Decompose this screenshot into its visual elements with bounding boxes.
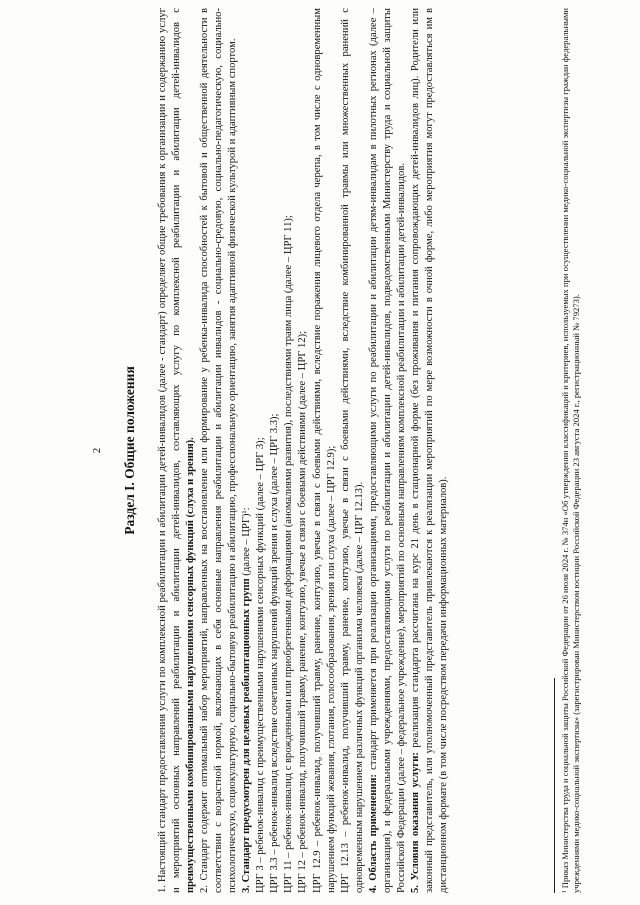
paragraph-text: ЦРГ 3 – ребенок-инвалид с преимущественными нарушениями сенсорных функций (далее – ЦРГ 3); (255, 437, 267, 893)
paragraph-2 (198, 8, 240, 893)
paragraph-4 (367, 8, 409, 893)
group-crg-12-13 (339, 8, 367, 893)
paragraph-text: 2. Стандарт содержит оптимальный набор мероприятий, направленных на восстановление или формирование у ребенка-инвалида способностей к бытовой и общественной деятельности в соответствии с возрастной нормой, включающих в себя основные направления реабилитации и абилитации инвалидов - социально-средовую, социально-педагогическую, социально-психологическую, социокультурную, социально-бытовую реабилитацию и абилитацию, профессиональную ориентацию, занятия адаптивной физической культурой и адаптивным спортом. (199, 8, 239, 893)
footnote-divider (554, 678, 555, 893)
rotated-content (90, 8, 610, 893)
group-crg-12 (296, 8, 310, 893)
body-text (156, 8, 451, 893)
paragraph-3 (240, 8, 254, 893)
paragraph-text: ЦРГ 12.9 – ребенок-инвалид, получивший травму, ранение, контузию, увечье в связи с боевыми действиями, вследствие поражения лицевого отдела черепа, в том числе с одновременным нарушением функций жевания, глотания, голосообразования, зрения или слуха (далее – ЦРГ 12.9); (311, 8, 337, 893)
paragraph-5 (409, 8, 451, 893)
paragraph-bold-tail: преимущественными комбинированными нарушениями сенсорных функций (слуха и зрения). (185, 437, 197, 893)
paragraph-text: ЦРГ 12 – ребенок-инвалид, получивший травму, ранение, контузию, увечье в связи с боевыми действиями (далее – ЦРГ 12); (297, 330, 309, 893)
paragraph-lead: 5. Условия оказания услуги: (409, 752, 421, 893)
group-crg-3 (254, 8, 268, 893)
section-title: Раздел I. Общие положения (122, 366, 137, 535)
paragraph-text: ЦРГ 3.3 – ребенок-инвалид вследствие сочетанных нарушений функций зрения и слуха (далее – ЦРГ 3.3); (269, 413, 281, 893)
paragraph-text: стандарт применяется при реализации организациями, предоставляющими услуги по реабилитации и абилитации детям-инвалидам в пилотных регионах (далее – организация), и федеральными учреждениями, предоставляющими услуги по реабилитации и абилитации детей-инвалидов, подведомственными Министерству труда и социальной защиты Российской Федерации (далее – федеральное учреждение), мероприятий по основным направлениям комплексной реабилитации и абилитации детей-инвалидов. (367, 7, 407, 893)
group-crg-3-3 (268, 8, 282, 893)
paragraph-text: ЦРГ 11 – ребенок-инвалид с врожденными или приобретенными деформациями (аномалиями развития), последствиями травм лица (далее – ЦРГ 11); (283, 215, 295, 893)
page-number: 2 (91, 447, 103, 454)
group-crg-11 (282, 8, 296, 893)
paragraph-lead: 4. Область применения: (367, 774, 379, 893)
paragraph-text: ЦРГ 12.13 – ребенок-инвалид, получивший травму, ранение, контузию, увечье в связи с боевыми действиями, вследствие комбинированной травмы или множественных ранений с одновременным нарушением различных функций организма человека (далее – ЦРГ 12.13). (339, 8, 365, 893)
paragraph-1 (156, 8, 198, 893)
paragraph-text: 1. Настоящий стандарт предоставления услуги по комплексной реабилитации и абилитации детей-инвалидов (далее - стандарт) определяет общие требования к организации и содержанию услуг и мероприятий основных направлений реабилитации и абилитации детей-инвалидов, составляющих услугу по комплексной реабилитации и абилитации детей-инвалидов с (157, 8, 183, 893)
footnote: ¹ Приказ Министерства труда и социальной защиты Российской Федерации от 26 июля 2024 г. № 374н «Об утверждении классификаций и критериев, используемых при осуществлении медико-социальной экспертизы граждан федеральными учреждениями медико-социальной экспертизы» (зарегистрирован Министерством юстиции Российской Федерации 23 августа 2024 г., регистрационный № 79273). (560, 8, 582, 893)
group-crg-12-9 (311, 8, 339, 893)
paragraph-lead: 3. Стандарт предусмотрен для целевых реабилитационных групп (241, 578, 253, 893)
paragraph-text: (далее – ЦРГ)¹: (241, 507, 253, 579)
paragraph-text: реализация стандарта рассчитана на курс 21 день в стационарной форме (без проживания и питания сопровождающих детей-инвалидов лиц). Родители или законный представитель, или уполномоченный представитель привлекаются к реализации мероприятий по мере возможности в очной форме, либо мероприятия могут предоставляться им в дистанционном формате (в том числе посредством передачи информационных материалов). (409, 8, 449, 893)
